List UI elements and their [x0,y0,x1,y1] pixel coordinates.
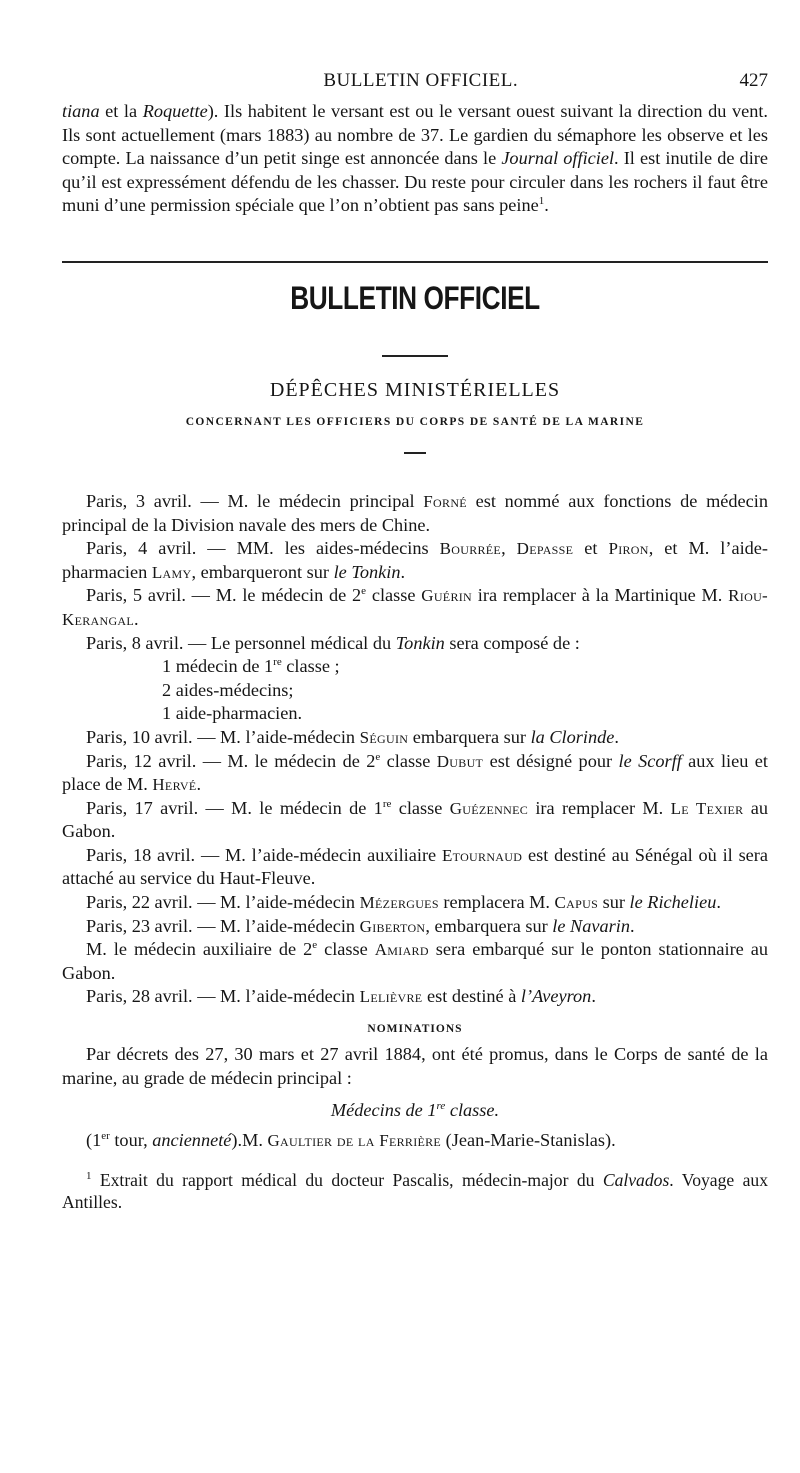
text: embarquera sur [408,726,531,747]
text: . [544,195,549,216]
text: . [629,915,635,936]
text: et [573,538,609,559]
text: sera embarqué sur le ponton stationnaire au Gabon. [62,939,768,983]
text: classe [317,939,375,960]
text: . [716,892,721,913]
ship-name: le Richelieu [629,892,717,913]
text: classe. [445,1100,500,1121]
text: Paris, 8 avril. — Le personnel médical du [86,632,396,653]
text: Extrait du rapport médical du docteur Pascalis, médecin-major du [91,1169,603,1190]
superscript: re [436,1100,446,1113]
dispatch-entry [62,750,768,797]
text: aux lieu et place de M. [62,750,768,795]
nominee-entry [62,1129,768,1153]
grade-heading [62,1100,768,1121]
text: Paris, 3 avril. — M. le médecin principal [86,490,424,511]
person-name: Depasse [516,539,574,559]
page-number: 427 [739,70,768,91]
text: Paris, 17 avril. — M. le médecin de 1 [86,797,383,818]
person-name: Dubut [436,751,484,771]
person-name: Guérin [421,586,473,606]
person-name: Capus [554,893,599,913]
dispatch-entry [62,632,768,656]
text: remplacera M. [438,892,555,913]
text: . Il est inutile de dire qu’il est expressément défendu de les chasser. Du reste pour circuler dans les rochers il faut être muni d’une permission spéciale que l’on n’obtient pas sans peine [62,148,768,216]
text: Paris, 23 avril. — M. l’aide-médecin [86,915,360,936]
dispatch-entry [62,726,768,750]
person-name: Hervé [152,775,197,795]
text: est nommé aux fonctions de médecin principal de la Division navale des mers de Chine. [62,490,768,535]
italic-text: ancienneté [152,1130,232,1151]
text: Paris, 10 avril. — M. l’aide-médecin [86,726,360,747]
ship-name: Tonkin [395,632,445,653]
text: . [196,774,202,795]
text: est destiné à [422,986,521,1007]
person-name: Bourrée [439,539,502,559]
person-name: Guézennec [449,798,529,818]
text: M. le médecin auxiliaire de 2 [86,939,313,960]
page-header [62,70,768,100]
section-divider [62,261,768,263]
text: et la [99,101,143,121]
superscript: er [101,1130,110,1143]
text: (1 [86,1130,102,1151]
dispatch-entry [62,891,768,915]
ship-name: le Scorff [618,750,682,771]
person-name: Lelièvre [359,987,423,1007]
text: est désigné pour [483,750,619,771]
text: , [501,538,517,559]
text: classe [366,585,422,606]
page [62,70,768,1214]
text: Médecins de 1 [330,1100,437,1121]
intro-paragraph-block [62,100,768,218]
staff-line: 2 aides-médecins; [162,679,294,700]
dispatch-entry [62,584,768,631]
dispatch-entry [62,985,768,1009]
ship-name: Calvados [602,1169,670,1190]
superscript: re [382,797,392,810]
superscript: e [361,585,367,598]
person-name: Amiard [374,940,429,960]
decree-paragraph: Par décrets des 27, 30 mars et 27 avril 1884, ont été promus, dans le Corps de santé de la marine, au grade de médecin principal : [62,1044,768,1088]
text: ).M. [231,1130,268,1151]
italic-text: Roquette [142,101,208,121]
text: classe ; [281,656,340,677]
person-name: Riou-Kerangal [62,586,768,629]
text: . [614,726,619,747]
superscript: e [312,939,318,952]
footnote-text [62,1169,768,1214]
short-rule [404,452,426,454]
text: ). Ils habitent le versant est ou le versant ouest suivant la direction du vent. Ils sont actuellement (mars 1883) au nombre de 37. Le gardien du sémaphore les observe et les compte. La naissance d’un petit singe est annoncée dans le [62,101,768,169]
staff-line [62,655,768,679]
dispatch-entry [62,797,768,844]
title-rule [382,355,448,357]
text: . [591,986,596,1007]
ship-name: le Navarin [552,915,630,936]
dispatch-entry [62,844,768,891]
text: , embarqueront sur [191,561,334,582]
text: Paris, 18 avril. — M. l’aide-médecin auxiliaire [86,844,442,865]
text: classe [391,797,450,818]
footnote-mark: 1 [86,1169,92,1182]
person-name: Séguin [359,727,409,747]
person-name: Mézergues [359,893,439,913]
text: sera composé de : [444,632,580,653]
staff-line: 1 aide-pharmacien. [162,703,303,724]
text: ira remplacer à la Martinique M. [472,585,729,606]
text: Paris, 4 avril. — MM. les aides-médecins [86,538,440,559]
person-name: Lamy [151,562,192,582]
ship-name: l’Aveyron [520,986,592,1007]
text: sur [598,892,630,913]
ship-name: la Clorinde [530,726,615,747]
dispatch-entry [62,490,768,537]
footnote-reference[interactable]: 1 [538,195,545,208]
person-name: Gaultier de la Ferrière [267,1131,442,1151]
journal-title: Journal officiel [501,148,615,169]
text: , embarquera sur [425,915,553,936]
text: ira remplacer M. [528,797,671,818]
dispatch-entry [62,537,768,584]
section-subtitle: CONCERNANT LES OFFICIERS DU CORPS DE SANTÉ DE LA MARINE [185,415,645,428]
text: Paris, 28 avril. — M. l’aide-médecin [86,986,360,1007]
nominations-heading: NOMINATIONS [367,1023,463,1036]
superscript: re [273,656,282,669]
person-name: Piron [608,539,649,559]
italic-text: tiana [62,101,100,121]
text: tour, [109,1130,153,1151]
text: Paris, 5 avril. — M. le médecin de 2 [86,585,362,606]
superscript: e [375,750,381,763]
text: . Voyage aux Antilles. [62,1169,768,1213]
person-name: Le Texier [670,798,744,818]
text: classe [380,750,437,771]
dispatch-entry [62,915,768,939]
person-name: Giberton [359,916,426,936]
intro-paragraph [62,100,768,218]
running-title: BULLETIN OFFICIEL. [323,70,519,91]
text: au Gabon. [62,797,768,842]
text: . [400,561,406,582]
text: 1 médecin de 1 [162,656,274,677]
text: Paris, 12 avril. — M. le médecin de 2 [86,750,376,771]
text: Paris, 22 avril. — M. l’aide-médecin [86,892,360,913]
footnote [62,1169,768,1214]
dispatch-list [62,490,768,1009]
section-title: DÉPÊCHES MINISTÉRIELLES [269,378,561,401]
ship-name: le Tonkin [333,561,401,582]
main-title: BULLETIN OFFICIEL [290,279,540,316]
text: (Jean-Marie-Stanislas). [441,1130,616,1151]
dispatch-entry [62,938,768,985]
text: , et M. l’aide-pharmacien [62,538,768,582]
text: est destiné au Sénégal où il sera attaché au service du Haut-Fleuve. [62,844,768,889]
person-name: Forné [423,491,467,511]
person-name: Etournaud [441,845,523,865]
text: . [134,608,139,629]
